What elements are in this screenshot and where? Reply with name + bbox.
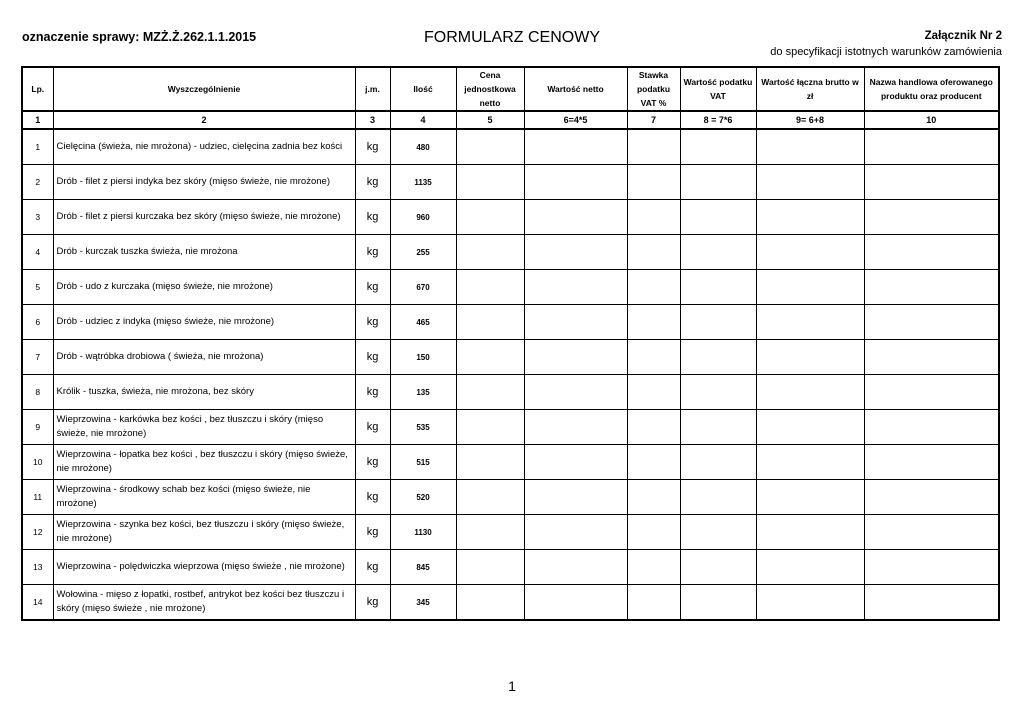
row-number: 2 bbox=[22, 165, 53, 200]
row-number: 1 bbox=[22, 129, 53, 165]
column-number: 4 bbox=[390, 111, 456, 129]
vat-value-cell[interactable] bbox=[680, 129, 756, 165]
table-row bbox=[22, 445, 999, 480]
unit-price-cell[interactable] bbox=[456, 235, 524, 270]
item-quantity: 135 bbox=[390, 375, 456, 410]
column-number: 3 bbox=[355, 111, 390, 129]
net-value-cell[interactable] bbox=[524, 165, 627, 200]
row-number: 3 bbox=[22, 200, 53, 235]
vat-rate-cell[interactable] bbox=[627, 165, 680, 200]
gross-value-cell[interactable] bbox=[756, 410, 864, 445]
unit-price-cell[interactable] bbox=[456, 305, 524, 340]
net-value-cell[interactable] bbox=[524, 445, 627, 480]
column-header: Ilość bbox=[390, 67, 456, 111]
vat-value-cell[interactable] bbox=[680, 235, 756, 270]
table-row bbox=[22, 410, 999, 445]
net-value-cell[interactable] bbox=[524, 480, 627, 515]
item-description: Drób - filet z piersi indyka bez skóry (mięso świeże, nie mrożone) bbox=[53, 165, 355, 200]
item-description: Wołowina - mięso z łopatki, rostbef, antrykot bez kości bez tłuszczu i skóry (mięso świeże , nie mrożone) bbox=[53, 585, 355, 621]
product-name-cell[interactable] bbox=[864, 129, 999, 165]
column-number: 1 bbox=[22, 111, 53, 129]
item-quantity: 670 bbox=[390, 270, 456, 305]
row-number: 8 bbox=[22, 375, 53, 410]
vat-value-cell[interactable] bbox=[680, 585, 756, 621]
gross-value-cell[interactable] bbox=[756, 129, 864, 165]
vat-value-cell[interactable] bbox=[680, 305, 756, 340]
row-number: 4 bbox=[22, 235, 53, 270]
table-row bbox=[22, 165, 999, 200]
item-description: Cielęcina (świeża, nie mrożona) - udziec, cielęcina zadnia bez kości bbox=[53, 129, 355, 165]
price-table bbox=[21, 66, 1000, 621]
item-description: Drób - wątróbka drobiowa ( świeża, nie mrożona) bbox=[53, 340, 355, 375]
column-header: Lp. bbox=[22, 67, 53, 111]
product-name-cell[interactable] bbox=[864, 165, 999, 200]
vat-value-cell[interactable] bbox=[680, 270, 756, 305]
header-row bbox=[22, 67, 999, 111]
item-description: Wieprzowina - łopatka bez kości , bez tłuszczu i skóry (mięso świeże, nie mrożone) bbox=[53, 445, 355, 480]
column-number: 5 bbox=[456, 111, 524, 129]
gross-value-cell[interactable] bbox=[756, 375, 864, 410]
item-quantity: 535 bbox=[390, 410, 456, 445]
column-header: Wartość podatku VAT bbox=[680, 67, 756, 111]
product-name-cell[interactable] bbox=[864, 340, 999, 375]
column-number: 7 bbox=[627, 111, 680, 129]
gross-value-cell[interactable] bbox=[756, 515, 864, 550]
net-value-cell[interactable] bbox=[524, 375, 627, 410]
table-row bbox=[22, 375, 999, 410]
item-unit: kg bbox=[355, 410, 390, 445]
table-row bbox=[22, 305, 999, 340]
vat-value-cell[interactable] bbox=[680, 375, 756, 410]
net-value-cell[interactable] bbox=[524, 340, 627, 375]
column-number: 8 = 7*6 bbox=[680, 111, 756, 129]
item-unit: kg bbox=[355, 585, 390, 621]
item-unit: kg bbox=[355, 340, 390, 375]
vat-value-cell[interactable] bbox=[680, 480, 756, 515]
product-name-cell[interactable] bbox=[864, 235, 999, 270]
product-name-cell[interactable] bbox=[864, 375, 999, 410]
item-description: Drób - udo z kurczaka (mięso świeże, nie mrożone) bbox=[53, 270, 355, 305]
row-number: 12 bbox=[22, 515, 53, 550]
row-number: 9 bbox=[22, 410, 53, 445]
column-number: 9= 6+8 bbox=[756, 111, 864, 129]
column-header: Stawka podatku VAT % bbox=[627, 67, 680, 111]
row-number: 7 bbox=[22, 340, 53, 375]
table-row bbox=[22, 200, 999, 235]
column-number: 6=4*5 bbox=[524, 111, 627, 129]
item-quantity: 255 bbox=[390, 235, 456, 270]
row-number: 5 bbox=[22, 270, 53, 305]
item-quantity: 515 bbox=[390, 445, 456, 480]
attachment-title: Załącznik Nr 2 bbox=[924, 30, 1002, 42]
product-name-cell[interactable] bbox=[864, 515, 999, 550]
unit-price-cell[interactable] bbox=[456, 550, 524, 585]
product-name-cell[interactable] bbox=[864, 585, 999, 621]
item-description: Drób - udziec z indyka (mięso świeże, nie mrożone) bbox=[53, 305, 355, 340]
column-number-row bbox=[22, 111, 999, 129]
table-row bbox=[22, 340, 999, 375]
vat-value-cell[interactable] bbox=[680, 340, 756, 375]
item-description: Królik - tuszka, świeża, nie mrożona, bez skóry bbox=[53, 375, 355, 410]
item-description: Wieprzowina - środkowy schab bez kości (mięso świeże, nie mrożone) bbox=[53, 480, 355, 515]
product-name-cell[interactable] bbox=[864, 200, 999, 235]
item-unit: kg bbox=[355, 480, 390, 515]
item-unit: kg bbox=[355, 515, 390, 550]
unit-price-cell[interactable] bbox=[456, 445, 524, 480]
product-name-cell[interactable] bbox=[864, 550, 999, 585]
item-quantity: 845 bbox=[390, 550, 456, 585]
item-description: Wieprzowina - szynka bez kości, bez tłuszczu i skóry (mięso świeże, nie mrożone) bbox=[53, 515, 355, 550]
gross-value-cell[interactable] bbox=[756, 585, 864, 621]
column-header: Wartość netto bbox=[524, 67, 627, 111]
unit-price-cell[interactable] bbox=[456, 515, 524, 550]
table-row bbox=[22, 550, 999, 585]
gross-value-cell[interactable] bbox=[756, 200, 864, 235]
vat-value-cell[interactable] bbox=[680, 550, 756, 585]
item-unit: kg bbox=[355, 235, 390, 270]
product-name-cell[interactable] bbox=[864, 410, 999, 445]
page-number: 1 bbox=[508, 678, 516, 694]
gross-value-cell[interactable] bbox=[756, 340, 864, 375]
row-number: 6 bbox=[22, 305, 53, 340]
vat-rate-cell[interactable] bbox=[627, 200, 680, 235]
item-unit: kg bbox=[355, 129, 390, 165]
vat-rate-cell[interactable] bbox=[627, 550, 680, 585]
vat-rate-cell[interactable] bbox=[627, 445, 680, 480]
attachment-block bbox=[770, 28, 1002, 60]
vat-rate-cell[interactable] bbox=[627, 515, 680, 550]
row-number: 14 bbox=[22, 585, 53, 621]
table-row bbox=[22, 235, 999, 270]
item-description: Wieprzowina - polędwiczka wieprzowa (mięso świeże , nie mrożone) bbox=[53, 550, 355, 585]
item-unit: kg bbox=[355, 445, 390, 480]
net-value-cell[interactable] bbox=[524, 270, 627, 305]
vat-rate-cell[interactable] bbox=[627, 235, 680, 270]
unit-price-cell[interactable] bbox=[456, 375, 524, 410]
item-quantity: 1135 bbox=[390, 165, 456, 200]
attachment-subtitle: do specyfikacji istotnych warunków zamówienia bbox=[770, 46, 1002, 58]
column-header: Wartość łączna brutto w zł bbox=[756, 67, 864, 111]
gross-value-cell[interactable] bbox=[756, 445, 864, 480]
unit-price-cell[interactable] bbox=[456, 340, 524, 375]
gross-value-cell[interactable] bbox=[756, 480, 864, 515]
vat-rate-cell[interactable] bbox=[627, 340, 680, 375]
item-description: Wieprzowina - karkówka bez kości , bez tłuszczu i skóry (mięso świeże, nie mrożone) bbox=[53, 410, 355, 445]
vat-value-cell[interactable] bbox=[680, 165, 756, 200]
net-value-cell[interactable] bbox=[524, 585, 627, 621]
product-name-cell[interactable] bbox=[864, 480, 999, 515]
column-header: j.m. bbox=[355, 67, 390, 111]
vat-value-cell[interactable] bbox=[680, 200, 756, 235]
vat-rate-cell[interactable] bbox=[627, 585, 680, 621]
table-row bbox=[22, 480, 999, 515]
net-value-cell[interactable] bbox=[524, 410, 627, 445]
form-title: FORMULARZ CENOWY bbox=[424, 29, 600, 46]
vat-rate-cell[interactable] bbox=[627, 410, 680, 445]
item-quantity: 150 bbox=[390, 340, 456, 375]
net-value-cell[interactable] bbox=[524, 550, 627, 585]
unit-price-cell[interactable] bbox=[456, 585, 524, 621]
item-quantity: 1130 bbox=[390, 515, 456, 550]
item-unit: kg bbox=[355, 200, 390, 235]
item-description: Drób - filet z piersi kurczaka bez skóry (mięso świeże, nie mrożone) bbox=[53, 200, 355, 235]
gross-value-cell[interactable] bbox=[756, 305, 864, 340]
item-unit: kg bbox=[355, 165, 390, 200]
net-value-cell[interactable] bbox=[524, 129, 627, 165]
row-number: 13 bbox=[22, 550, 53, 585]
net-value-cell[interactable] bbox=[524, 305, 627, 340]
vat-value-cell[interactable] bbox=[680, 515, 756, 550]
unit-price-cell[interactable] bbox=[456, 129, 524, 165]
item-quantity: 465 bbox=[390, 305, 456, 340]
vat-value-cell[interactable] bbox=[680, 410, 756, 445]
unit-price-cell[interactable] bbox=[456, 165, 524, 200]
item-description: Drób - kurczak tuszka świeża, nie mrożona bbox=[53, 235, 355, 270]
vat-value-cell[interactable] bbox=[680, 445, 756, 480]
case-number: oznaczenie sprawy: MZŻ.Ż.262.1.1.2015 bbox=[22, 30, 257, 44]
column-number: 2 bbox=[53, 111, 355, 129]
net-value-cell[interactable] bbox=[524, 515, 627, 550]
gross-value-cell[interactable] bbox=[756, 235, 864, 270]
column-number: 10 bbox=[864, 111, 999, 129]
net-value-cell[interactable] bbox=[524, 200, 627, 235]
vat-rate-cell[interactable] bbox=[627, 129, 680, 165]
unit-price-cell[interactable] bbox=[456, 270, 524, 305]
vat-rate-cell[interactable] bbox=[627, 480, 680, 515]
gross-value-cell[interactable] bbox=[756, 270, 864, 305]
item-unit: kg bbox=[355, 270, 390, 305]
row-number: 10 bbox=[22, 445, 53, 480]
net-value-cell[interactable] bbox=[524, 235, 627, 270]
column-header: Nazwa handlowa oferowanego produktu oraz producent bbox=[864, 67, 999, 111]
unit-price-cell[interactable] bbox=[456, 480, 524, 515]
item-unit: kg bbox=[355, 550, 390, 585]
unit-price-cell[interactable] bbox=[456, 410, 524, 445]
table-row bbox=[22, 270, 999, 305]
item-quantity: 520 bbox=[390, 480, 456, 515]
unit-price-cell[interactable] bbox=[456, 200, 524, 235]
vat-rate-cell[interactable] bbox=[627, 305, 680, 340]
item-unit: kg bbox=[355, 305, 390, 340]
item-quantity: 480 bbox=[390, 129, 456, 165]
item-quantity: 960 bbox=[390, 200, 456, 235]
gross-value-cell[interactable] bbox=[756, 165, 864, 200]
product-name-cell[interactable] bbox=[864, 270, 999, 305]
product-name-cell[interactable] bbox=[864, 445, 999, 480]
table-row bbox=[22, 129, 999, 165]
item-unit: kg bbox=[355, 375, 390, 410]
gross-value-cell[interactable] bbox=[756, 550, 864, 585]
table-row bbox=[22, 585, 999, 621]
column-header: Wyszczególnienie bbox=[53, 67, 355, 111]
table-row bbox=[22, 515, 999, 550]
vat-rate-cell[interactable] bbox=[627, 270, 680, 305]
item-quantity: 345 bbox=[390, 585, 456, 621]
product-name-cell[interactable] bbox=[864, 305, 999, 340]
column-header: Cena jednostkowa netto bbox=[456, 67, 524, 111]
row-number: 11 bbox=[22, 480, 53, 515]
vat-rate-cell[interactable] bbox=[627, 375, 680, 410]
